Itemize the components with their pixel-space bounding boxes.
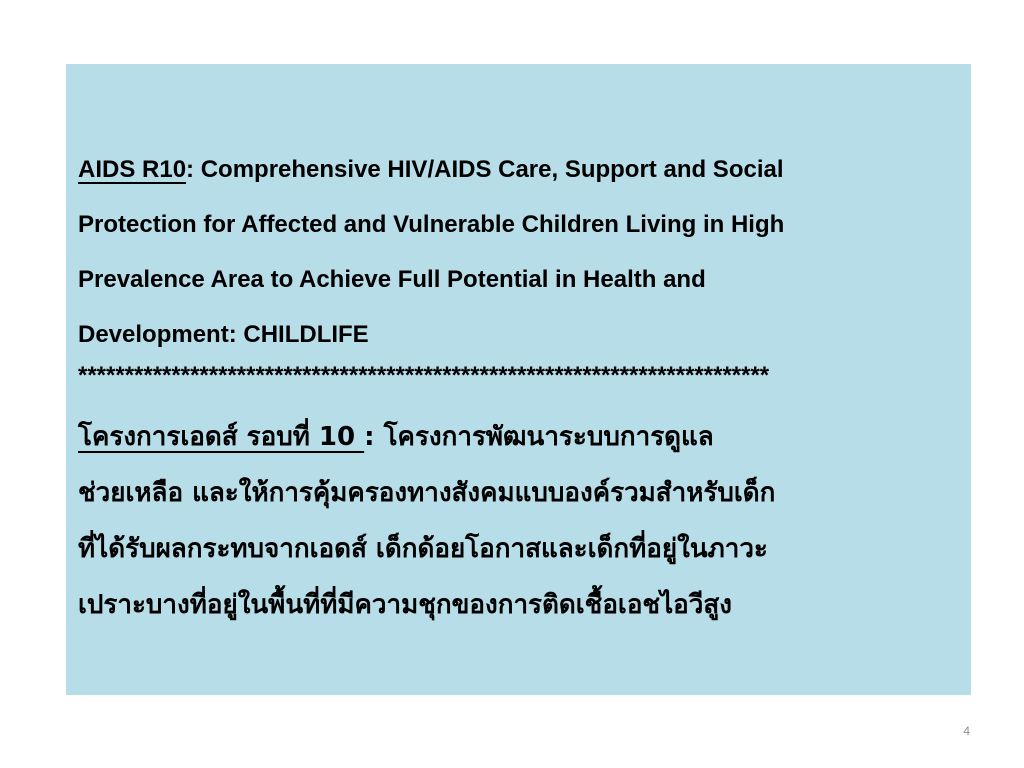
separator-line: ************************************************************************** (78, 364, 770, 388)
thai-title-line-4: เปราะบางที่อยู่ในพื้นที่ที่มีความชุกของการติดเชื้อเอชไอวีสูง (78, 590, 732, 620)
english-title-text-1: : Comprehensive HIV/AIDS Care, Support and Social (186, 156, 784, 183)
english-title-line-1 (78, 142, 963, 197)
project-code: AIDS R10 (78, 156, 187, 183)
english-title-line-4: Development: CHILDLIFE (78, 321, 369, 348)
english-title (78, 142, 963, 362)
thai-title-line-2: ช่วยเหลือ และให้การคุ้มครองทางสังคมแบบองค์รวมสำหรับเด็ก (78, 478, 776, 508)
thai-project-code: โครงการเอดส์ รอบที่ 10 (78, 422, 365, 452)
english-title-line-2: Protection for Affected and Vulnerable Children Living in High (78, 211, 785, 238)
english-title-line-3: Prevalence Area to Achieve Full Potential in Health and (78, 266, 706, 293)
thai-title-text-1: : โครงการพัฒนาระบบการดูแล (364, 422, 714, 452)
thai-title-line-1 (78, 409, 963, 465)
page-number: 4 (963, 724, 970, 738)
content-panel (66, 64, 971, 695)
thai-title-line-3: ที่ได้รับผลกระทบจากเอดส์ เด็กด้อยโอกาสและเด็กที่อยู่ในภาวะ (78, 534, 768, 564)
thai-title (78, 409, 963, 633)
